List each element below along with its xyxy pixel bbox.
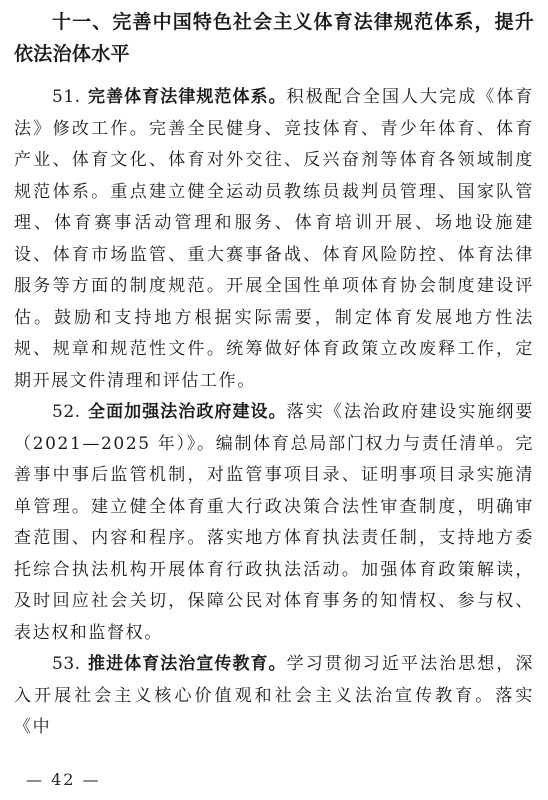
paragraph-53	[14, 649, 534, 744]
paragraph-lead: 完善体育法律规范体系。	[88, 87, 287, 107]
paragraph-lead: 全面加强法治政府建设。	[88, 402, 287, 422]
paragraph-body: 积极配合全国人大完成《体育法》修改工作。完善全民健身、竞技体育、青少年体育、体育产业、体育文化、体育对外交往、反兴奋剂等体育各领域制度规范体系。重点建立健全运动员教练员裁判员管理、国家队管理、体育赛事活动管理和服务、体育培训开展、场地设施建设、体育市场监管、重大赛事备战、体育风险防控、体育法律服务等方面的制度规范。开展全国性单项体育协会制度建设评估。鼓励和支持地方根据实际需要，制定体育发展地方性法规、规章和规范性文件。统筹做好体育政策立改废释工作，定期开展文件清理和评估工作。	[14, 87, 534, 391]
paragraph-lead: 推进体育法治宣传教育。	[88, 654, 287, 674]
paragraph-body: 落实《法治政府建设实施纲要（2021—2025 年）》。编制体育总局部门权力与责任清单。完善事中事后监管机制，对监管事项目录、证明事项目录实施清单管理。建立健全体育重大行政决策合法性审查制度，明确审查范围、内容和程序。落实地方体育执法责任制，支持地方委托综合执法机构开展体育行政执法活动。加强体育政策解读，及时回应社会关切，保障公民对体育事务的知情权、参与权、表达权和监督权。	[14, 402, 534, 643]
document-page	[14, 0, 534, 744]
paragraph-body: 学习贯彻习近平法治思想，深入开展社会主义核心价值观和社会主义法治宣传教育。落实《中	[14, 654, 534, 737]
paragraph-52	[14, 397, 534, 649]
paragraph-number: 51.	[52, 87, 81, 107]
section-heading: 十一、完善中国特色社会主义体育法律规范体系，提升依法治体水平	[14, 11, 534, 65]
paragraph-number: 52.	[52, 402, 81, 422]
paragraph-51	[14, 82, 534, 397]
page-number: — 42 —	[26, 770, 101, 789]
paragraph-number: 53.	[52, 654, 81, 674]
